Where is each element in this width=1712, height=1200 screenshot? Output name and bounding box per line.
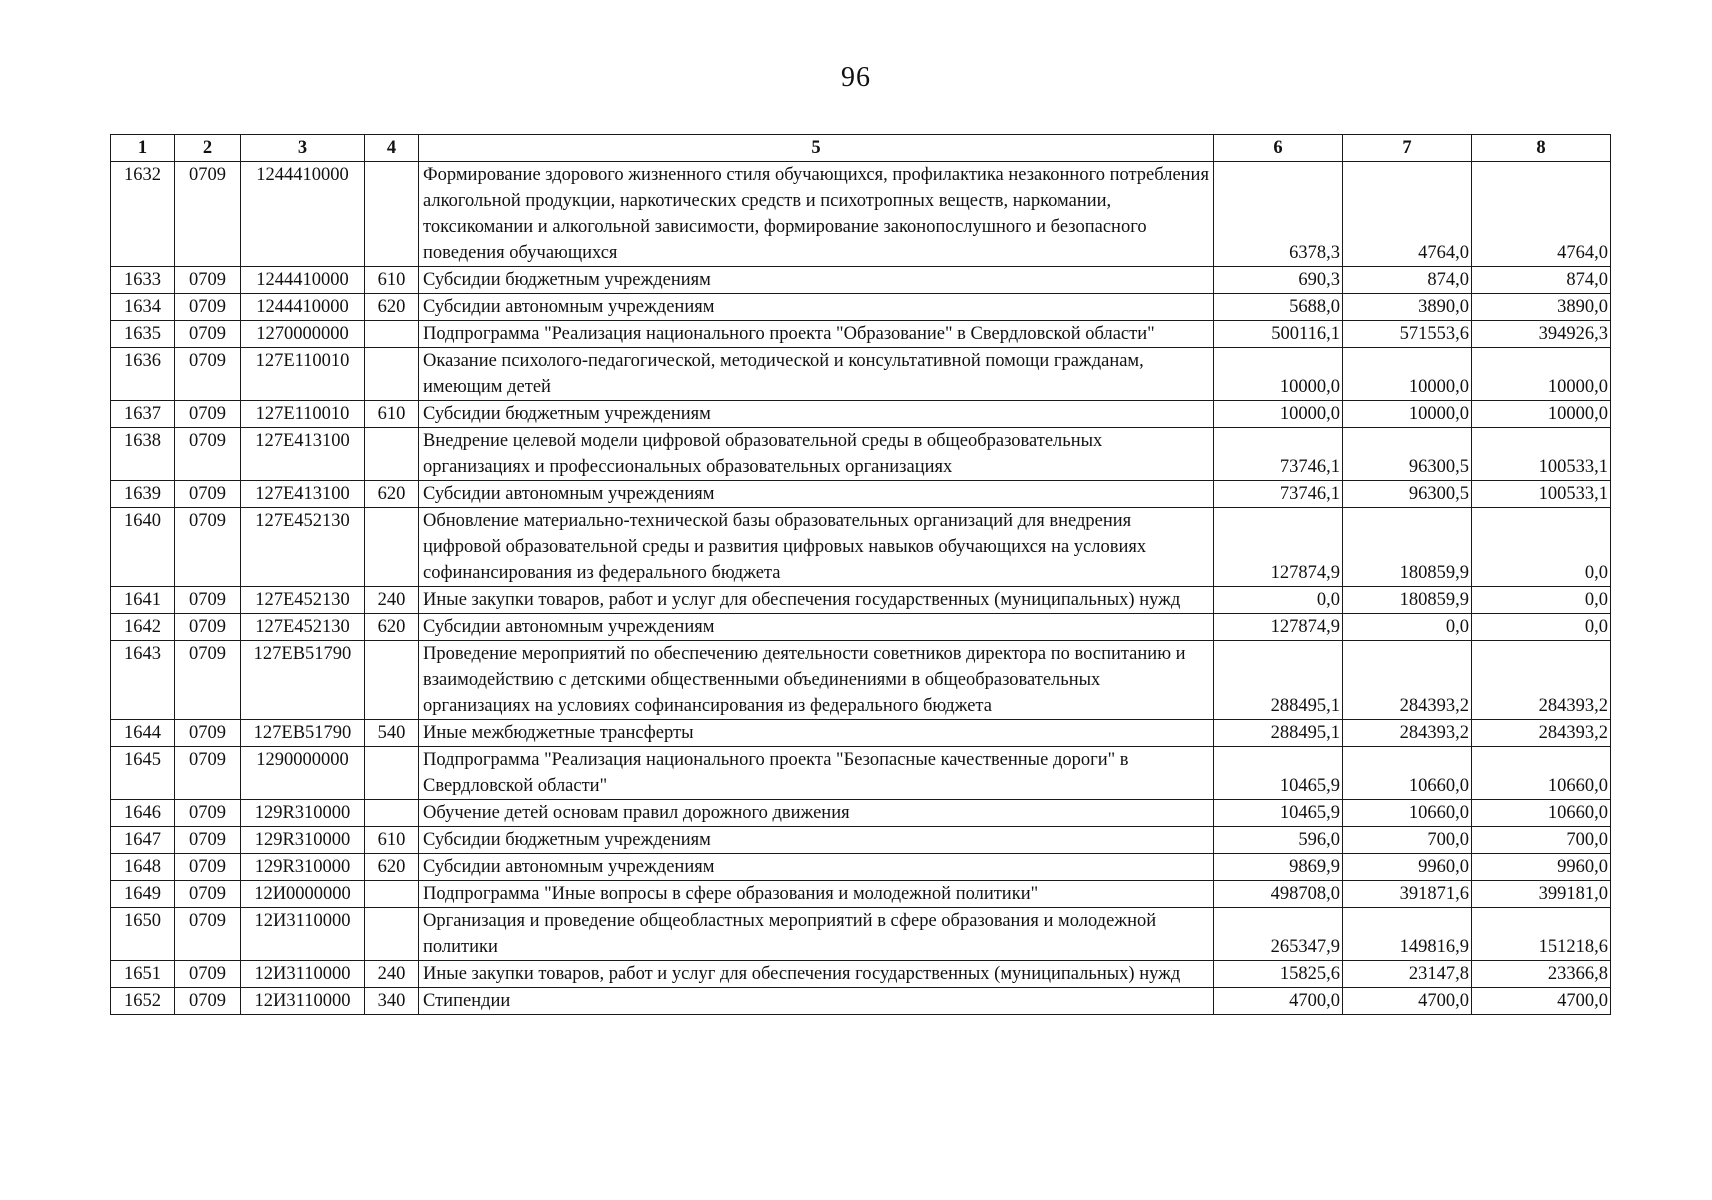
amount-year-1: 73746,1 bbox=[1214, 428, 1343, 481]
table-row bbox=[111, 162, 1611, 267]
item-name: Подпрограмма "Иные вопросы в сфере образования и молодежной политики" bbox=[419, 881, 1214, 908]
amount-year-1: 288495,1 bbox=[1214, 720, 1343, 747]
target-article-code: 1244410000 bbox=[241, 294, 365, 321]
section-code: 0709 bbox=[175, 508, 241, 587]
table-row bbox=[111, 587, 1611, 614]
table-row bbox=[111, 508, 1611, 587]
table-row bbox=[111, 827, 1611, 854]
table-row bbox=[111, 481, 1611, 508]
table-row bbox=[111, 961, 1611, 988]
item-name: Иные закупки товаров, работ и услуг для обеспечения государственных (муниципальных) нужд bbox=[419, 587, 1214, 614]
amount-year-2: 4764,0 bbox=[1343, 162, 1472, 267]
row-number: 1646 bbox=[111, 800, 175, 827]
row-number: 1634 bbox=[111, 294, 175, 321]
target-article-code: 1244410000 bbox=[241, 267, 365, 294]
amount-year-3: 3890,0 bbox=[1472, 294, 1611, 321]
row-number: 1641 bbox=[111, 587, 175, 614]
table-row bbox=[111, 614, 1611, 641]
amount-year-3: 151218,6 bbox=[1472, 908, 1611, 961]
amount-year-3: 10000,0 bbox=[1472, 348, 1611, 401]
expense-type-code bbox=[365, 747, 419, 800]
amount-year-3: 0,0 bbox=[1472, 587, 1611, 614]
amount-year-2: 10000,0 bbox=[1343, 401, 1472, 428]
section-code: 0709 bbox=[175, 321, 241, 348]
table-row bbox=[111, 428, 1611, 481]
section-code: 0709 bbox=[175, 294, 241, 321]
target-article-code: 127Е452130 bbox=[241, 614, 365, 641]
target-article-code: 12И0000000 bbox=[241, 881, 365, 908]
row-number: 1635 bbox=[111, 321, 175, 348]
amount-year-2: 9960,0 bbox=[1343, 854, 1472, 881]
amount-year-1: 15825,6 bbox=[1214, 961, 1343, 988]
budget-table bbox=[110, 134, 1611, 1015]
expense-type-code: 340 bbox=[365, 988, 419, 1015]
column-header: 7 bbox=[1343, 135, 1472, 162]
amount-year-1: 0,0 bbox=[1214, 587, 1343, 614]
target-article-code: 1244410000 bbox=[241, 162, 365, 267]
section-code: 0709 bbox=[175, 401, 241, 428]
section-code: 0709 bbox=[175, 614, 241, 641]
table-row bbox=[111, 747, 1611, 800]
expense-type-code: 620 bbox=[365, 614, 419, 641]
amount-year-1: 5688,0 bbox=[1214, 294, 1343, 321]
expense-type-code: 610 bbox=[365, 827, 419, 854]
table-body bbox=[111, 162, 1611, 1015]
section-code: 0709 bbox=[175, 428, 241, 481]
table-row bbox=[111, 267, 1611, 294]
amount-year-3: 100533,1 bbox=[1472, 481, 1611, 508]
expense-type-code: 610 bbox=[365, 267, 419, 294]
amount-year-2: 180859,9 bbox=[1343, 587, 1472, 614]
row-number: 1638 bbox=[111, 428, 175, 481]
amount-year-2: 284393,2 bbox=[1343, 641, 1472, 720]
amount-year-2: 3890,0 bbox=[1343, 294, 1472, 321]
item-name: Организация и проведение общеобластных мероприятий в сфере образования и молодежной политики bbox=[419, 908, 1214, 961]
target-article-code: 1270000000 bbox=[241, 321, 365, 348]
expense-type-code: 620 bbox=[365, 854, 419, 881]
section-code: 0709 bbox=[175, 800, 241, 827]
amount-year-2: 571553,6 bbox=[1343, 321, 1472, 348]
amount-year-3: 10660,0 bbox=[1472, 800, 1611, 827]
section-code: 0709 bbox=[175, 747, 241, 800]
amount-year-3: 9960,0 bbox=[1472, 854, 1611, 881]
table-row bbox=[111, 800, 1611, 827]
column-header: 3 bbox=[241, 135, 365, 162]
section-code: 0709 bbox=[175, 854, 241, 881]
expense-type-code bbox=[365, 321, 419, 348]
item-name: Проведение мероприятий по обеспечению деятельности советников директора по воспитанию и взаимодействию с детскими общественными объединениями в общеобразовательных организациях на условиях софинансирования из федерального бюджета bbox=[419, 641, 1214, 720]
expense-type-code: 540 bbox=[365, 720, 419, 747]
amount-year-3: 100533,1 bbox=[1472, 428, 1611, 481]
amount-year-1: 127874,9 bbox=[1214, 614, 1343, 641]
amount-year-3: 23366,8 bbox=[1472, 961, 1611, 988]
amount-year-1: 10000,0 bbox=[1214, 401, 1343, 428]
item-name: Стипендии bbox=[419, 988, 1214, 1015]
amount-year-2: 96300,5 bbox=[1343, 481, 1472, 508]
row-number: 1652 bbox=[111, 988, 175, 1015]
amount-year-1: 596,0 bbox=[1214, 827, 1343, 854]
amount-year-3: 0,0 bbox=[1472, 508, 1611, 587]
expense-type-code bbox=[365, 428, 419, 481]
amount-year-1: 288495,1 bbox=[1214, 641, 1343, 720]
row-number: 1642 bbox=[111, 614, 175, 641]
column-header: 5 bbox=[419, 135, 1214, 162]
column-header: 6 bbox=[1214, 135, 1343, 162]
amount-year-2: 0,0 bbox=[1343, 614, 1472, 641]
column-header: 2 bbox=[175, 135, 241, 162]
amount-year-1: 500116,1 bbox=[1214, 321, 1343, 348]
expense-type-code: 620 bbox=[365, 294, 419, 321]
amount-year-2: 10660,0 bbox=[1343, 800, 1472, 827]
target-article-code: 127Е452130 bbox=[241, 508, 365, 587]
row-number: 1639 bbox=[111, 481, 175, 508]
table-row bbox=[111, 908, 1611, 961]
amount-year-1: 10465,9 bbox=[1214, 747, 1343, 800]
page-number: 96 bbox=[841, 62, 871, 93]
item-name: Субсидии бюджетным учреждениям bbox=[419, 401, 1214, 428]
target-article-code: 127Е110010 bbox=[241, 348, 365, 401]
item-name: Подпрограмма "Реализация национального проекта "Безопасные качественные дороги" в Свердловской области" bbox=[419, 747, 1214, 800]
row-number: 1645 bbox=[111, 747, 175, 800]
table-header-row bbox=[111, 135, 1611, 162]
amount-year-3: 874,0 bbox=[1472, 267, 1611, 294]
item-name: Субсидии бюджетным учреждениям bbox=[419, 827, 1214, 854]
expense-type-code bbox=[365, 641, 419, 720]
row-number: 1647 bbox=[111, 827, 175, 854]
expense-type-code: 610 bbox=[365, 401, 419, 428]
section-code: 0709 bbox=[175, 961, 241, 988]
amount-year-1: 498708,0 bbox=[1214, 881, 1343, 908]
item-name: Внедрение целевой модели цифровой образовательной среды в общеобразовательных организациях и профессиональных образовательных организациях bbox=[419, 428, 1214, 481]
item-name: Иные межбюджетные трансферты bbox=[419, 720, 1214, 747]
amount-year-2: 4700,0 bbox=[1343, 988, 1472, 1015]
row-number: 1637 bbox=[111, 401, 175, 428]
expense-type-code bbox=[365, 348, 419, 401]
target-article-code: 129R310000 bbox=[241, 827, 365, 854]
expense-type-code bbox=[365, 508, 419, 587]
amount-year-3: 284393,2 bbox=[1472, 720, 1611, 747]
target-article-code: 127ЕВ51790 bbox=[241, 720, 365, 747]
row-number: 1649 bbox=[111, 881, 175, 908]
expense-type-code: 240 bbox=[365, 961, 419, 988]
target-article-code: 12И3110000 bbox=[241, 961, 365, 988]
target-article-code: 127Е452130 bbox=[241, 587, 365, 614]
table-row bbox=[111, 401, 1611, 428]
section-code: 0709 bbox=[175, 988, 241, 1015]
amount-year-2: 23147,8 bbox=[1343, 961, 1472, 988]
item-name: Обновление материально-технической базы образовательных организаций для внедрения цифровой образовательной среды и развития цифровых навыков обучающихся на условиях софинансирования из федерального бюджета bbox=[419, 508, 1214, 587]
target-article-code: 127Е413100 bbox=[241, 428, 365, 481]
amount-year-3: 284393,2 bbox=[1472, 641, 1611, 720]
column-header: 1 bbox=[111, 135, 175, 162]
table-row bbox=[111, 294, 1611, 321]
section-code: 0709 bbox=[175, 348, 241, 401]
amount-year-2: 874,0 bbox=[1343, 267, 1472, 294]
section-code: 0709 bbox=[175, 162, 241, 267]
column-header: 4 bbox=[365, 135, 419, 162]
item-name: Подпрограмма "Реализация национального проекта "Образование" в Свердловской области" bbox=[419, 321, 1214, 348]
table-row bbox=[111, 720, 1611, 747]
item-name: Субсидии автономным учреждениям bbox=[419, 614, 1214, 641]
row-number: 1643 bbox=[111, 641, 175, 720]
table-row bbox=[111, 348, 1611, 401]
amount-year-3: 10660,0 bbox=[1472, 747, 1611, 800]
table-row bbox=[111, 881, 1611, 908]
amount-year-3: 394926,3 bbox=[1472, 321, 1611, 348]
amount-year-3: 4764,0 bbox=[1472, 162, 1611, 267]
target-article-code: 12И3110000 bbox=[241, 988, 365, 1015]
amount-year-2: 180859,9 bbox=[1343, 508, 1472, 587]
target-article-code: 1290000000 bbox=[241, 747, 365, 800]
amount-year-3: 399181,0 bbox=[1472, 881, 1611, 908]
row-number: 1633 bbox=[111, 267, 175, 294]
amount-year-2: 96300,5 bbox=[1343, 428, 1472, 481]
row-number: 1648 bbox=[111, 854, 175, 881]
section-code: 0709 bbox=[175, 481, 241, 508]
target-article-code: 129R310000 bbox=[241, 800, 365, 827]
amount-year-1: 4700,0 bbox=[1214, 988, 1343, 1015]
expense-type-code bbox=[365, 800, 419, 827]
amount-year-2: 10000,0 bbox=[1343, 348, 1472, 401]
target-article-code: 127Е413100 bbox=[241, 481, 365, 508]
amount-year-2: 700,0 bbox=[1343, 827, 1472, 854]
section-code: 0709 bbox=[175, 720, 241, 747]
section-code: 0709 bbox=[175, 908, 241, 961]
amount-year-1: 6378,3 bbox=[1214, 162, 1343, 267]
item-name: Обучение детей основам правил дорожного движения bbox=[419, 800, 1214, 827]
expense-type-code bbox=[365, 881, 419, 908]
expense-type-code: 240 bbox=[365, 587, 419, 614]
amount-year-2: 391871,6 bbox=[1343, 881, 1472, 908]
item-name: Субсидии автономным учреждениям bbox=[419, 294, 1214, 321]
column-header: 8 bbox=[1472, 135, 1611, 162]
section-code: 0709 bbox=[175, 827, 241, 854]
section-code: 0709 bbox=[175, 881, 241, 908]
amount-year-1: 265347,9 bbox=[1214, 908, 1343, 961]
expense-type-code bbox=[365, 908, 419, 961]
item-name: Оказание психолого-педагогической, методической и консультативной помощи гражданам, имеющим детей bbox=[419, 348, 1214, 401]
row-number: 1632 bbox=[111, 162, 175, 267]
section-code: 0709 bbox=[175, 267, 241, 294]
amount-year-1: 10465,9 bbox=[1214, 800, 1343, 827]
item-name: Иные закупки товаров, работ и услуг для обеспечения государственных (муниципальных) нужд bbox=[419, 961, 1214, 988]
row-number: 1644 bbox=[111, 720, 175, 747]
item-name: Субсидии автономным учреждениям bbox=[419, 481, 1214, 508]
amount-year-1: 127874,9 bbox=[1214, 508, 1343, 587]
row-number: 1636 bbox=[111, 348, 175, 401]
target-article-code: 12И3110000 bbox=[241, 908, 365, 961]
amount-year-1: 9869,9 bbox=[1214, 854, 1343, 881]
amount-year-2: 10660,0 bbox=[1343, 747, 1472, 800]
amount-year-2: 284393,2 bbox=[1343, 720, 1472, 747]
target-article-code: 127Е110010 bbox=[241, 401, 365, 428]
amount-year-2: 149816,9 bbox=[1343, 908, 1472, 961]
amount-year-3: 0,0 bbox=[1472, 614, 1611, 641]
row-number: 1651 bbox=[111, 961, 175, 988]
expense-type-code bbox=[365, 162, 419, 267]
target-article-code: 129R310000 bbox=[241, 854, 365, 881]
amount-year-3: 4700,0 bbox=[1472, 988, 1611, 1015]
row-number: 1640 bbox=[111, 508, 175, 587]
section-code: 0709 bbox=[175, 587, 241, 614]
amount-year-1: 690,3 bbox=[1214, 267, 1343, 294]
row-number: 1650 bbox=[111, 908, 175, 961]
section-code: 0709 bbox=[175, 641, 241, 720]
target-article-code: 127ЕВ51790 bbox=[241, 641, 365, 720]
table-row bbox=[111, 854, 1611, 881]
item-name: Формирование здорового жизненного стиля обучающихся, профилактика незаконного потребления алкогольной продукции, наркотических средств и психотропных веществ, наркомании, токсикомании и алкогольной зависимости, формирование законопослушного и безопасного поведения обучающихся bbox=[419, 162, 1214, 267]
table-row bbox=[111, 988, 1611, 1015]
item-name: Субсидии бюджетным учреждениям bbox=[419, 267, 1214, 294]
amount-year-3: 700,0 bbox=[1472, 827, 1611, 854]
table-row bbox=[111, 321, 1611, 348]
amount-year-1: 73746,1 bbox=[1214, 481, 1343, 508]
amount-year-1: 10000,0 bbox=[1214, 348, 1343, 401]
expense-type-code: 620 bbox=[365, 481, 419, 508]
amount-year-3: 10000,0 bbox=[1472, 401, 1611, 428]
item-name: Субсидии автономным учреждениям bbox=[419, 854, 1214, 881]
table-row bbox=[111, 641, 1611, 720]
